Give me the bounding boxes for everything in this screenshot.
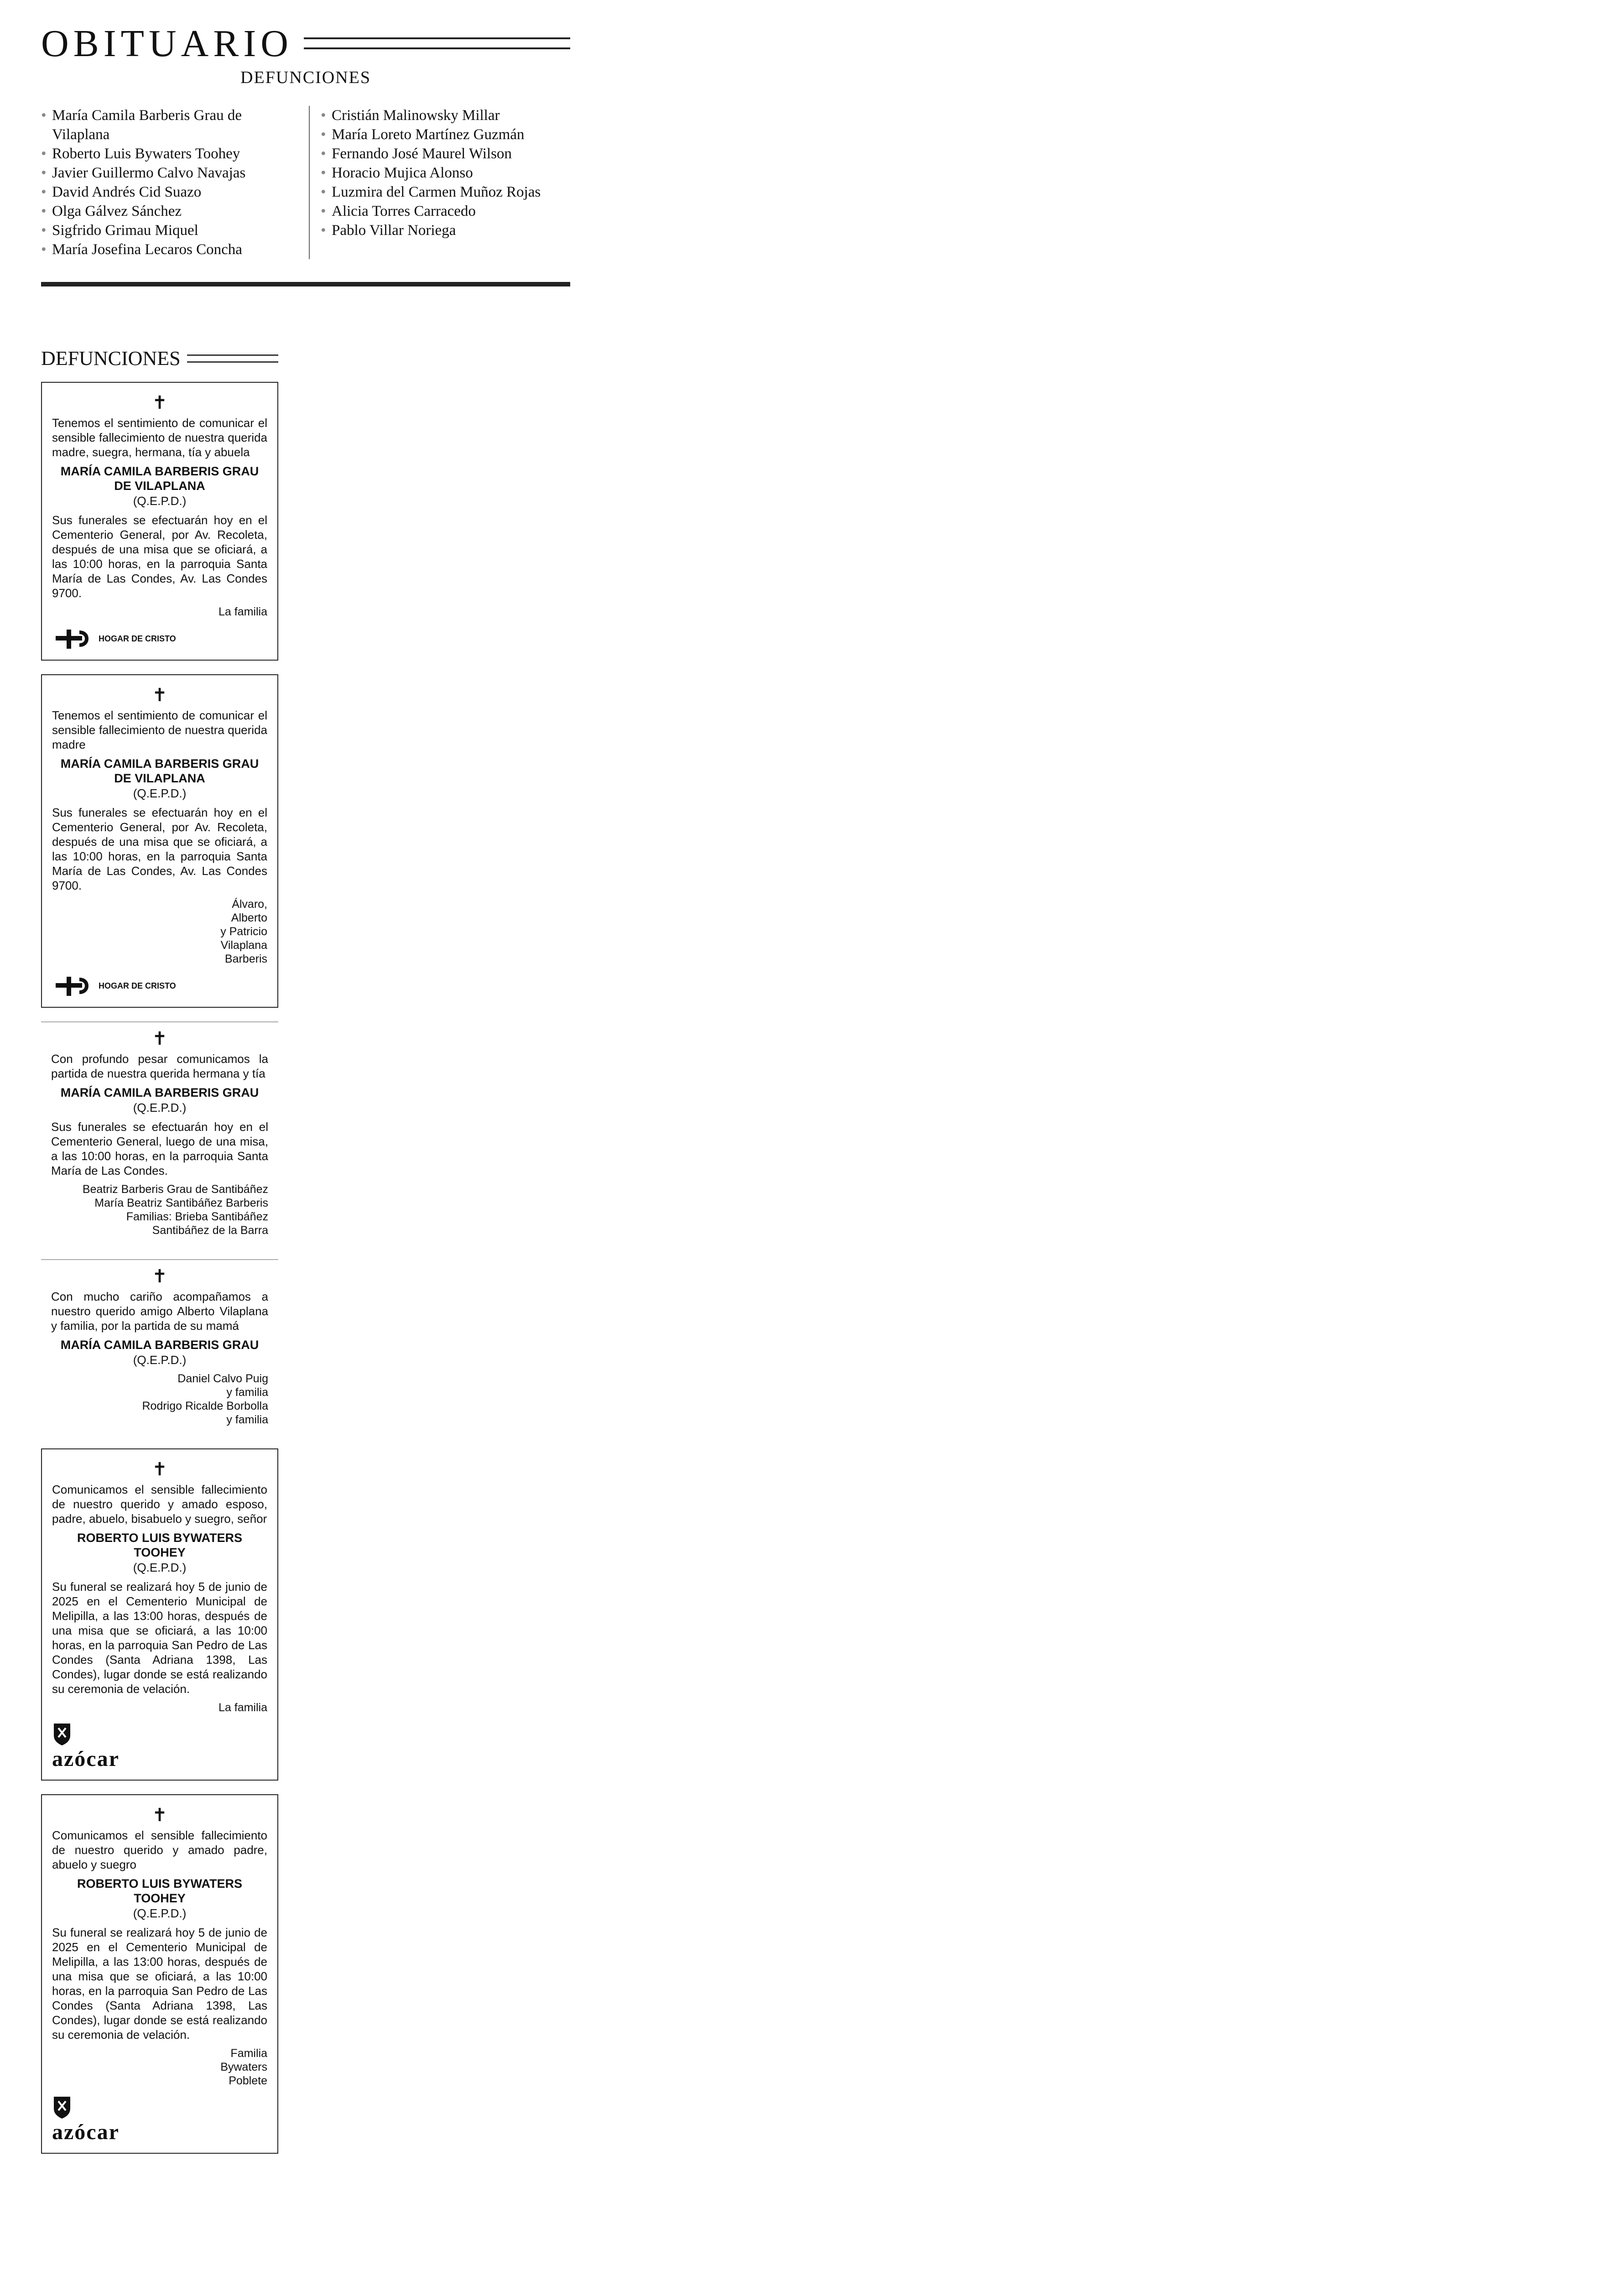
index-name: • Cristián Malinowsky Millar: [321, 106, 570, 125]
index-name: • Pablo Villar Noriega: [321, 221, 570, 240]
qepd-mark: (Q.E.P.D.): [133, 1353, 187, 1367]
notice-intro: Tenemos el sentimiento de comunicar el sensible fallecimiento de nuestra querida madre: [52, 708, 267, 751]
deceased-index: [41, 106, 570, 259]
notice-intro: Comunicamos el sensible fallecimiento de nuestro querido y amado esposo, padre, abuelo, bisabuelo y suegro, señor: [52, 1483, 267, 1526]
index-name: • María Josefina Lecaros Concha: [41, 240, 291, 259]
notice-body: Sus funerales se efectuarán hoy en el Cementerio General, luego de una misa, a las 10:00 horas, en la parroquia Santa María de Las Condes.: [51, 1120, 268, 1177]
page-subtitle: DEFUNCIONES: [240, 68, 371, 87]
index-name: • Roberto Luis Bywaters Toohey: [41, 144, 291, 163]
crest-icon: [52, 1722, 72, 1746]
obituary-header: [41, 23, 570, 286]
hogar-de-cristo-logo: [52, 626, 267, 651]
azocar-wordmark: azócar: [52, 2120, 120, 2144]
notice-intro: Con profundo pesar comunicamos la partida de nuestra querida hermana y tía: [51, 1052, 268, 1080]
notice-card: [41, 674, 278, 1008]
notice-signature: [51, 1372, 268, 1427]
deceased-name: MARÍA CAMILA BARBERIS GRAU: [60, 1086, 259, 1099]
index-name: • David Andrés Cid Suazo: [41, 182, 291, 202]
notice-signature: [52, 2047, 267, 2088]
header-divider: [41, 282, 570, 286]
notice-body: Sus funerales se efectuarán hoy en el Cementerio General, por Av. Recoleta, después de una misa que se oficiará, a las 10:00 horas, en la parroquia Santa María de Las Condes, Av. Las Condes 9700.: [52, 513, 267, 600]
signature-line: y Patricio: [220, 925, 267, 938]
hogar-de-cristo-icon: [52, 626, 93, 651]
index-name: • Horacio Mujica Alonso: [321, 163, 570, 182]
signature-line: y familia: [226, 1386, 268, 1399]
signature-line: Familia: [230, 2047, 267, 2060]
index-name: • María Camila Barberis Grau de Vilaplana: [41, 106, 291, 144]
deceased-name: MARÍA CAMILA BARBERIS GRAU DE VILAPLANA: [60, 464, 259, 493]
qepd-mark: (Q.E.P.D.): [133, 1906, 187, 1920]
azocar-wordmark: azócar: [52, 1747, 120, 1771]
notices-column: [41, 347, 278, 2167]
section-label: DEFUNCIONES: [41, 347, 181, 370]
signature-line: Familias: Brieba Santibáñez: [126, 1210, 268, 1223]
signature-line: Poblete: [229, 2074, 267, 2087]
cross-icon: ✝: [152, 685, 167, 705]
qepd-mark: (Q.E.P.D.): [133, 494, 187, 508]
deceased-name: MARÍA CAMILA BARBERIS GRAU: [60, 1338, 259, 1352]
qepd-mark: (Q.E.P.D.): [133, 1561, 187, 1574]
signature-line: Bywaters: [220, 2061, 267, 2073]
notice-intro: Comunicamos el sensible fallecimiento de nuestro querido y amado padre, abuelo y suegro: [52, 1828, 267, 1871]
notice-list: [41, 382, 278, 2154]
notice-card: [41, 1259, 278, 1435]
notice-card: [41, 1794, 278, 2154]
qepd-mark: (Q.E.P.D.): [133, 786, 187, 800]
signature-line: Vilaplana: [220, 939, 267, 952]
signature-line: María Beatriz Santibáñez Barberis: [94, 1197, 268, 1209]
signature-line: Barberis: [224, 953, 267, 965]
notice-body: Su funeral se realizará hoy 5 de junio de 2025 en el Cementerio Municipal de Melipilla, a las 13:00 horas, después de una misa que se oficiará, a las 10:00 horas, en la parroquia San Pedro de Las Condes (Santa Adriana 1398, Las Condes), lugar donde se está realizando su ceremonia de velación.: [52, 1580, 267, 1696]
index-name: • Olga Gálvez Sánchez: [41, 202, 291, 221]
cross-icon: ✝: [152, 1459, 167, 1479]
signature-line: Daniel Calvo Puig: [177, 1372, 268, 1385]
notice-intro: Con mucho cariño acompañamos a nuestro querido amigo Alberto Vilaplana y familia, por la partida de su mamá: [51, 1290, 268, 1333]
deceased-name: ROBERTO LUIS BYWATERS TOOHEY: [77, 1531, 243, 1559]
hogar-de-cristo-wordmark: HOGAR DE CRISTO: [99, 981, 176, 990]
title-bar: [41, 23, 570, 64]
notice-card: [41, 382, 278, 661]
index-name: • Luzmira del Carmen Muñoz Rojas: [321, 182, 570, 202]
notice-intro: Tenemos el sentimiento de comunicar el sensible fallecimiento de nuestra querida madre, suegra, hermana, tía y abuela: [52, 416, 267, 459]
deceased-index-left: [41, 106, 291, 259]
signature-line: Alberto: [231, 911, 267, 924]
section-heading: [41, 347, 278, 370]
title-rule: [304, 37, 570, 49]
azocar-logo: [52, 2095, 267, 2145]
notice-signature: [52, 1701, 267, 1714]
cross-icon: ✝: [152, 393, 167, 413]
notice-signature: [52, 897, 267, 966]
index-name: • Sigfrido Grimau Miquel: [41, 221, 291, 240]
signature-line: La familia: [219, 1701, 267, 1714]
signature-line: Beatriz Barberis Grau de Santibáñez: [82, 1183, 268, 1196]
cross-icon: ✝: [152, 1805, 167, 1825]
cross-icon: ✝: [152, 1266, 167, 1286]
signature-line: La familia: [219, 605, 267, 618]
hogar-de-cristo-icon: [52, 973, 93, 999]
page-title: OBITUARIO: [41, 22, 293, 65]
deceased-index-right: [309, 106, 570, 259]
deceased-name: ROBERTO LUIS BYWATERS TOOHEY: [77, 1877, 243, 1905]
hogar-de-cristo-wordmark: HOGAR DE CRISTO: [99, 634, 176, 643]
section-rule: [187, 354, 278, 363]
cross-icon: ✝: [152, 1029, 167, 1049]
index-name: • Javier Guillermo Calvo Navajas: [41, 163, 291, 182]
index-name: • Alicia Torres Carracedo: [321, 202, 570, 221]
signature-line: Álvaro,: [232, 898, 267, 911]
signature-line: y familia: [226, 1413, 268, 1426]
qepd-mark: (Q.E.P.D.): [133, 1101, 187, 1114]
crest-icon: [52, 2095, 72, 2120]
notice-signature: [52, 605, 267, 619]
notice-body: Su funeral se realizará hoy 5 de junio de 2025 en el Cementerio Municipal de Melipilla, a las 13:00 horas, después de una misa que se oficiará, a las 10:00 horas, en la parroquia San Pedro de Las Condes (Santa Adriana 1398, Las Condes), lugar donde se está realizando su ceremonia de velación.: [52, 1926, 267, 2041]
index-name: • María Loreto Martínez Guzmán: [321, 125, 570, 144]
notice-signature: [51, 1182, 268, 1237]
index-name: • Fernando José Maurel Wilson: [321, 144, 570, 163]
signature-line: Rodrigo Ricalde Borbolla: [142, 1400, 268, 1412]
notice-card: [41, 1448, 278, 1781]
hogar-de-cristo-logo: [52, 973, 267, 999]
notice-body: Sus funerales se efectuarán hoy en el Cementerio General, por Av. Recoleta, después de una misa que se oficiará, a las 10:00 horas, en la parroquia Santa María de Las Condes, Av. Las Condes 9700.: [52, 806, 267, 892]
notice-card: [41, 1021, 278, 1245]
signature-line: Santibáñez de la Barra: [152, 1224, 268, 1237]
azocar-logo: [52, 1722, 267, 1771]
deceased-name: MARÍA CAMILA BARBERIS GRAU DE VILAPLANA: [60, 757, 259, 785]
